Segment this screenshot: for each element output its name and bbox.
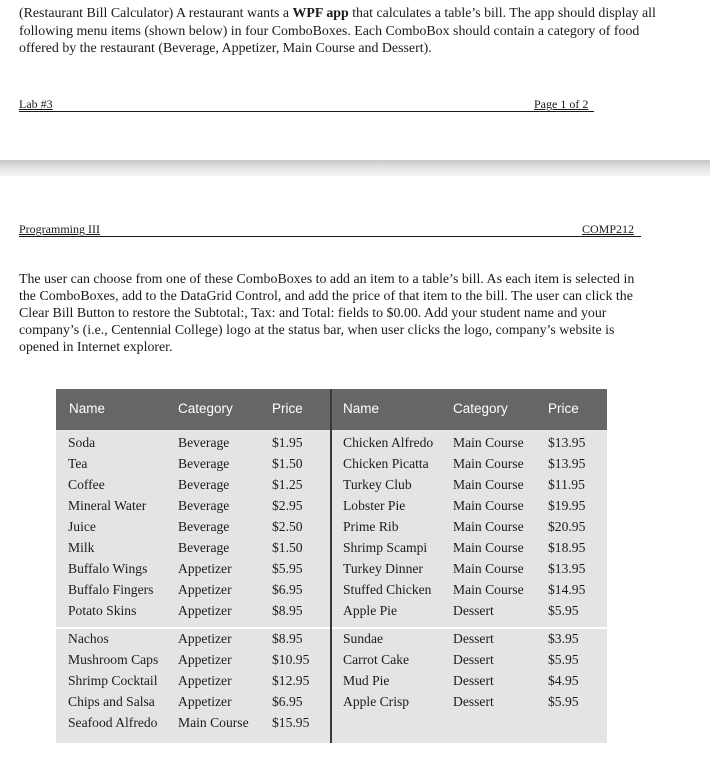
menu-right-item-price: $11.95 [548, 477, 585, 492]
menu-right-item-price: $13.95 [548, 456, 586, 471]
header-category-left: Category [178, 401, 233, 416]
menu-right-item-price: $5.95 [548, 694, 579, 709]
menu-right-item-category: Dessert [453, 652, 494, 667]
menu-left-item-name: Buffalo Wings [68, 561, 148, 576]
menu-left-item-price: $1.25 [272, 477, 303, 492]
menu-left-item-category: Appetizer [178, 694, 232, 709]
menu-left-item-category: Appetizer [178, 582, 232, 597]
menu-right-item-price: $20.95 [548, 519, 586, 534]
menu-right-item-name: Apple Crisp [343, 694, 410, 709]
menu-right-item-name: Turkey Dinner [343, 561, 423, 576]
page-one-bottom [0, 0, 710, 160]
menu-right-item-category: Main Course [453, 477, 524, 492]
menu-left-item-price: $10.95 [272, 652, 310, 667]
intro-text-start: (Restaurant Bill Calculator) A restaurant wants a [19, 6, 293, 21]
menu-left-item-category: Beverage [178, 477, 230, 492]
menu-right-item-name: Carrot Cake [343, 652, 410, 667]
menu-right-item-name: Shrimp Scampi [343, 540, 428, 555]
menu-right-item-category: Main Course [453, 456, 524, 471]
menu-right-item-name: Mud Pie [343, 673, 390, 688]
menu-right-item-price: $13.95 [548, 435, 586, 450]
menu-left-item-price: $6.95 [272, 582, 303, 597]
menu-left-item-name: Chips and Salsa [68, 694, 155, 709]
menu-right-item-name: Lobster Pie [343, 498, 406, 513]
menu-left-item-name: Mushroom Caps [68, 652, 159, 667]
header-course-name: Programming III [19, 222, 100, 236]
menu-left-item-category: Beverage [178, 435, 230, 450]
menu-left-item-name: Mineral Water [68, 498, 147, 513]
footer-lab-label: Lab #3 [19, 97, 53, 111]
menu-right-item-name: Stuffed Chicken [343, 582, 432, 597]
header-price-left: Price [272, 401, 303, 416]
intro-bold-text: WPF app [292, 6, 349, 21]
menu-left-item-name: Soda [68, 435, 96, 450]
menu-left-item-category: Appetizer [178, 631, 232, 646]
menu-left-item-name: Tea [68, 456, 88, 471]
menu-right-item-category: Main Course [453, 519, 524, 534]
menu-left-item-price: $8.95 [272, 631, 303, 646]
menu-right-item-price: $19.95 [548, 498, 586, 513]
footer-page-number: Page 1 of 2 [534, 97, 589, 111]
menu-right-item-category: Dessert [453, 673, 494, 688]
menu-right-item-category: Main Course [453, 582, 524, 597]
menu-right-item-category: Main Course [453, 435, 524, 450]
intro-text-end: that calculates a table’s bill. The app should display all following menu items (shown below) in four ComboBoxes. Each ComboBox should contain a category of food offered by the restaurant (Beverage, Appetizer, Main Course and Dessert). [19, 6, 656, 56]
menu-left-item-price: $12.95 [272, 673, 310, 688]
menu-left-item-category: Appetizer [178, 673, 232, 688]
intro-paragraph [19, 5, 659, 58]
menu-left-item-category: Appetizer [178, 603, 232, 618]
menu-right-item-price: $13.95 [548, 561, 586, 576]
menu-left-item-name: Juice [68, 519, 96, 534]
header-price-right: Price [548, 401, 579, 416]
menu-left-item-category: Main Course [178, 715, 249, 730]
menu-left-item-price: $8.95 [272, 603, 303, 618]
menu-left-item-name: Milk [68, 540, 95, 555]
menu-left-item-category: Appetizer [178, 561, 232, 576]
menu-right-item-name: Turkey Club [343, 477, 412, 492]
menu-left-item-name: Nachos [68, 631, 109, 646]
header-rule [19, 236, 641, 237]
menu-left-item-price: $5.95 [272, 561, 303, 576]
menu-left-item-category: Appetizer [178, 652, 232, 667]
menu-right-item-price: $5.95 [548, 652, 579, 667]
menu-right-item-category: Dessert [453, 603, 494, 618]
menu-left-item-price: $6.95 [272, 694, 303, 709]
menu-table [56, 389, 607, 743]
assignment-description: The user can choose from one of these ComboBoxes to add an item to a table’s bill. As each item is selected in the ComboBoxes, add to the DataGrid Control, and add the price of that item to the bill. The user can click the Clear Bill Button to restore the Subtotal:, Tax: and Total: fields to $0.00. Add your student name and your company’s (i.e., Centennial College) logo at the status bar, when user clicks the logo, company’s website is opened in Internet explorer. [19, 272, 635, 355]
header-name-left: Name [69, 401, 106, 416]
menu-right-item-name: Chicken Alfredo [343, 435, 434, 450]
menu-left-item-price: $2.95 [272, 498, 303, 513]
menu-left-item-price: $15.95 [272, 715, 310, 730]
menu-right-item-name: Chicken Picatta [343, 456, 429, 471]
menu-left-item-name: Seafood Alfredo [68, 715, 158, 730]
menu-right-item-name: Prime Rib [343, 519, 399, 534]
menu-right-item-category: Dessert [453, 694, 494, 709]
menu-section-separator [56, 627, 607, 629]
header-course-code: COMP212 [582, 222, 635, 236]
menu-left-item-category: Beverage [178, 540, 230, 555]
menu-left-item-category: Beverage [178, 498, 230, 513]
menu-right-item-price: $3.95 [548, 631, 579, 646]
menu-left-item-price: $1.50 [272, 456, 303, 471]
menu-right-item-price: $18.95 [548, 540, 586, 555]
menu-right-item-price: $14.95 [548, 582, 586, 597]
menu-right-item-category: Main Course [453, 561, 524, 576]
menu-column-divider [330, 389, 332, 743]
menu-left-item-category: Beverage [178, 456, 230, 471]
menu-right-item-name: Sundae [343, 631, 384, 646]
menu-left-item-price: $1.95 [272, 435, 303, 450]
menu-right-item-price: $5.95 [548, 603, 579, 618]
menu-left-item-category: Beverage [178, 519, 230, 534]
page-break [0, 160, 710, 176]
menu-right-item-price: $4.95 [548, 673, 579, 688]
menu-right-item-category: Main Course [453, 498, 524, 513]
header-name-right: Name [343, 401, 380, 416]
menu-left-item-name: Shrimp Cocktail [68, 673, 158, 688]
header-category-right: Category [453, 401, 508, 416]
menu-table-header [56, 389, 607, 430]
menu-right-item-category: Main Course [453, 540, 524, 555]
menu-right-item-name: Apple Pie [343, 603, 397, 618]
menu-right-item-category: Dessert [453, 631, 494, 646]
menu-left-item-price: $1.50 [272, 540, 303, 555]
menu-left-item-name: Potato Skins [68, 603, 137, 618]
footer-rule [19, 111, 594, 112]
menu-left-item-name: Coffee [68, 477, 105, 492]
menu-left-item-price: $2.50 [272, 519, 303, 534]
menu-left-item-name: Buffalo Fingers [68, 582, 154, 597]
